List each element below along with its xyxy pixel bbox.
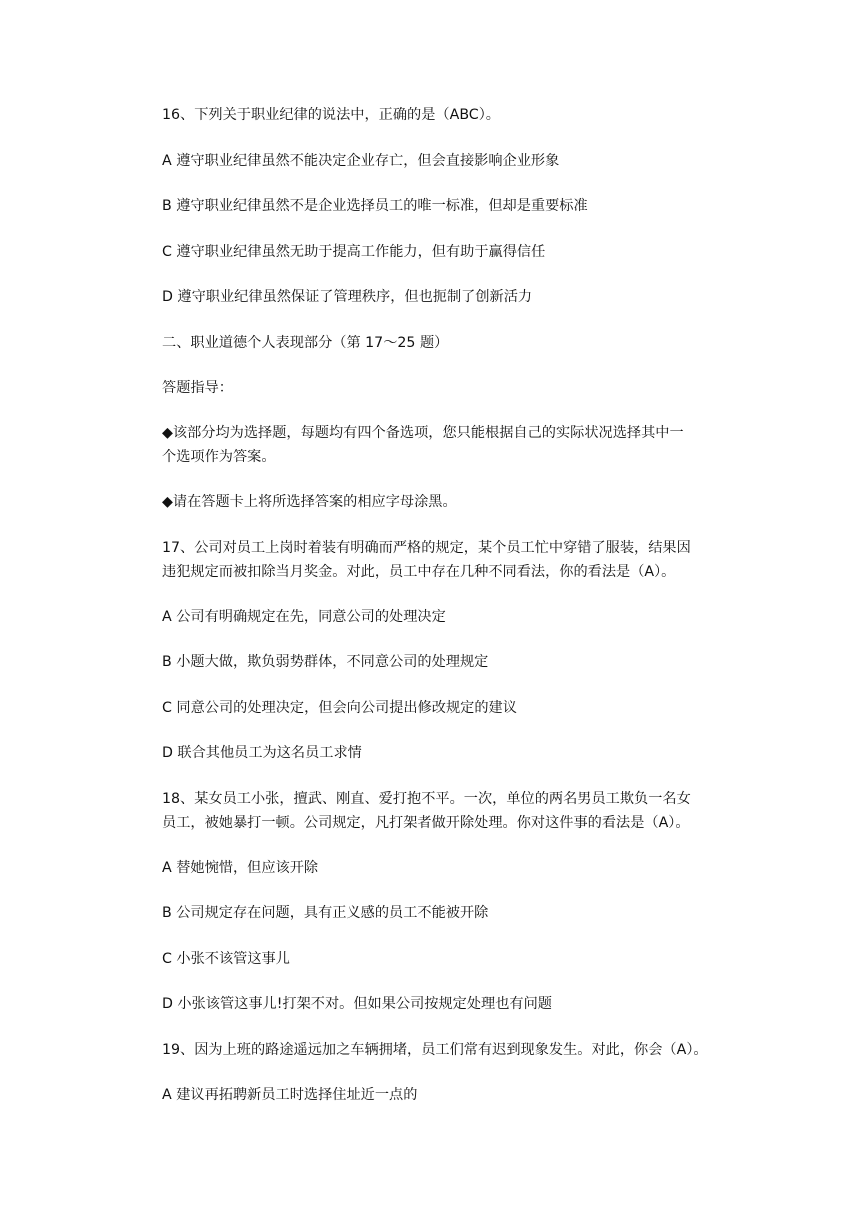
option-18-d: D 小张该管这事儿!打架不对。但如果公司按规定处理也有问题 — [162, 996, 552, 1012]
option-16-c: C 遵守职业纪律虽然无助于提高工作能力，但有助于赢得信任 — [162, 244, 546, 260]
question-18-line-2: 员工，被她暴打一顿。公司规定，凡打架者做开除处理。你对这件事的看法是（A）。 — [162, 815, 690, 831]
option-17-d: D 联合其他员工为这名员工求情 — [162, 745, 362, 761]
instruction-1-line-1: ◆该部分均为选择题，每题均有四个备选项，您只能根据自己的实际状况选择其中一 — [162, 425, 684, 441]
question-19: 19、因为上班的路途遥远加之车辆拥堵，员工们常有迟到现象发生。对此，你会（A）。 — [162, 1042, 708, 1058]
instruction-2: ◆请在答题卡上将所选择答案的相应字母涂黑。 — [162, 494, 457, 510]
section-heading: 二、职业道德个人表现部分（第 17～25 题） — [162, 335, 449, 351]
option-19-a: A 建议再拓聘新员工时选择住址近一点的 — [162, 1087, 418, 1103]
option-17-c: C 同意公司的处理决定，但会向公司提出修改规定的建议 — [162, 700, 517, 716]
option-17-b: B 小题大做，欺负弱势群体，不同意公司的处理规定 — [162, 654, 489, 670]
option-18-b: B 公司规定存在问题，具有正义感的员工不能被开除 — [162, 905, 489, 921]
instructions-heading: 答题指导： — [162, 380, 233, 396]
option-18-a: A 替她惋惜，但应该开除 — [162, 860, 319, 876]
question-17-line-2: 违犯规定而被扣除当月奖金。对此，员工中存在几种不同看法，你的看法是（A）。 — [162, 564, 676, 580]
instruction-1-line-2: 个选项作为答案。 — [162, 449, 276, 465]
option-16-b: B 遵守职业纪律虽然不是企业选择员工的唯一标准，但却是重要标准 — [162, 198, 588, 214]
option-16-a: A 遵守职业纪律虽然不能决定企业存亡，但会直接影响企业形象 — [162, 153, 560, 169]
option-17-a: A 公司有明确规定在先，同意公司的处理决定 — [162, 609, 446, 625]
option-18-c: C 小张不该管这事儿 — [162, 951, 290, 967]
question-17-line-1: 17、公司对员工上岗时着装有明确而严格的规定，某个员工忙中穿错了服装，结果因 — [162, 540, 691, 556]
option-16-d: D 遵守职业纪律虽然保证了管理秩序，但也扼制了创新活力 — [162, 289, 533, 305]
question-16: 16、下列关于职业纪律的说法中，正确的是（ABC）。 — [162, 107, 500, 123]
question-18-line-1: 18、某女员工小张，擅武、刚直、爱打抱不平。一次，单位的两名男员工欺负一名女 — [162, 791, 691, 807]
